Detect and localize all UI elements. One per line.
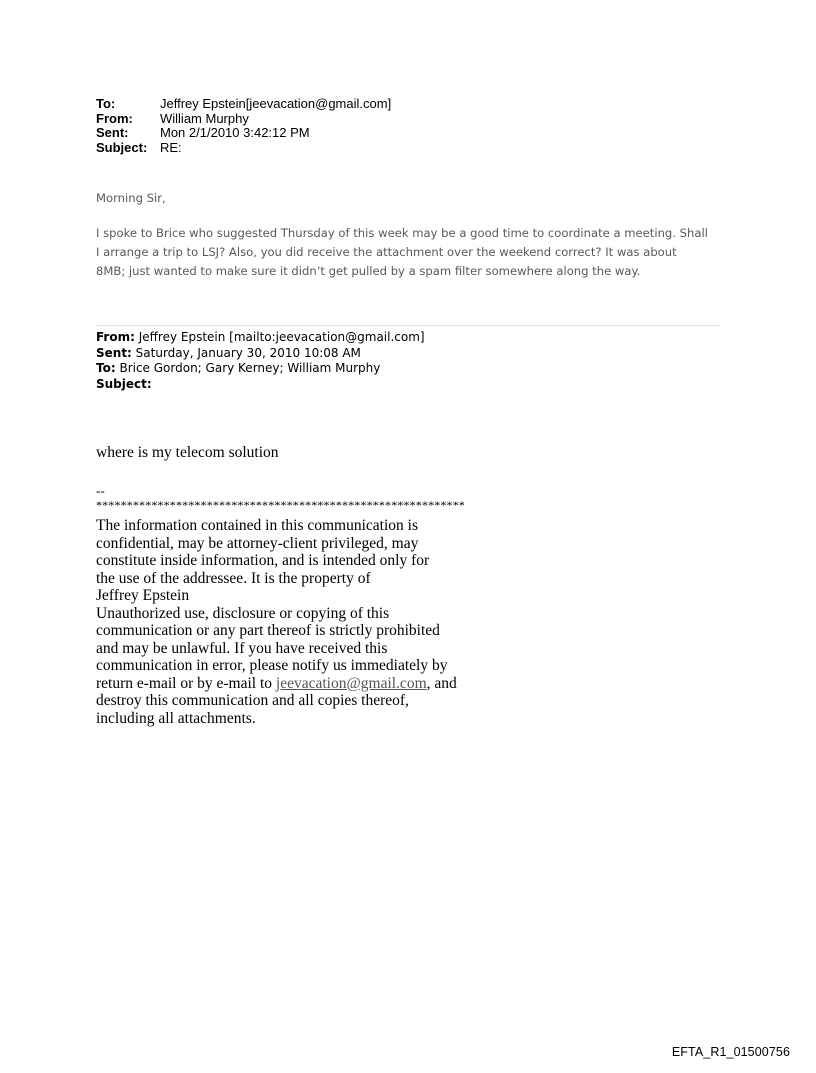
header-subject-row <box>96 141 391 156</box>
disclaimer-line: Unauthorized use, disclosure or copying of this <box>96 604 390 622</box>
header-from-row <box>96 112 391 127</box>
disclaimer-line: The information contained in this communication is <box>96 517 418 534</box>
sent-value: Mon 2/1/2010 3:42:12 PM <box>160 125 310 140</box>
email-header <box>96 97 391 155</box>
disclaimer-line: and may be unlawful. If you have received this <box>96 639 388 657</box>
original-to-label: To: <box>96 361 116 375</box>
original-sent-row <box>96 346 425 362</box>
original-sent-label: Sent: <box>96 345 132 360</box>
original-from-value: Jeffrey Epstein [mailto:jeevacation@gmail.com] <box>134 330 425 344</box>
original-to-row <box>96 361 425 377</box>
to-value: Jeffrey Epstein[jeevacation@gmail.com] <box>160 96 392 111</box>
disclaimer-line: confidential, may be attorney-client privileged, may <box>96 534 419 552</box>
disclaimer-line: destroy this communication and all copies thereof, <box>96 692 409 709</box>
subject-label: Subject: <box>96 139 148 155</box>
return-prefix: return e-mail or by e-mail to <box>96 674 276 692</box>
original-from-label: From: <box>96 330 135 344</box>
reply-line: I arrange a trip to LSJ? Also, you did receive the attachment over the weekend correct? It was about <box>96 245 677 259</box>
reply-line: I spoke to Brice who suggested Thursday of this week may be a good time to coordinate a meeting. Shall <box>96 226 708 240</box>
disclaimer-line: communication or any part thereof is strictly prohibited <box>96 622 440 639</box>
reply-body <box>96 224 736 281</box>
quote-divider <box>96 325 721 326</box>
header-to-row <box>96 97 391 112</box>
original-message-header <box>96 330 425 392</box>
header-sent-row <box>96 126 391 141</box>
reply-line: 8MB; just wanted to make sure it didn’t get pulled by a spam filter somewhere along the way. <box>96 264 641 278</box>
disclaimer-line: including all attachments. <box>96 709 256 727</box>
from-value: William Murphy <box>160 110 249 126</box>
return-suffix: , and <box>426 674 457 692</box>
subject-value: RE: <box>160 139 182 155</box>
reply-greeting: Morning Sir, <box>96 191 166 205</box>
from-label: From: <box>96 110 133 126</box>
disclaimer-line: Jeffrey Epstein <box>96 587 190 604</box>
disclaimer-line: constitute inside information, and is intended only for <box>96 552 430 569</box>
to-label: To: <box>96 96 116 111</box>
disclaimer-line-with-link <box>96 675 457 693</box>
original-subject-row <box>96 377 425 393</box>
sent-label: Sent: <box>96 125 129 140</box>
original-subject-label: Subject: <box>96 376 152 391</box>
disclaimer-line: communication in error, please notify us immediately by <box>96 657 448 674</box>
original-to-value: Brice Gordon; Gary Kerney; William Murphy <box>115 361 381 375</box>
confidentiality-disclaimer <box>96 517 457 727</box>
original-sent-value: Saturday, January 30, 2010 10:08 AM <box>131 345 361 360</box>
disclaimer-line: the use of the addressee. It is the property of <box>96 569 371 587</box>
signature-stars: ************************************************************ <box>96 498 465 512</box>
original-message-text: where is my telecom solution <box>96 444 279 461</box>
original-from-row <box>96 330 425 346</box>
email-link[interactable]: jeevacation@gmail.com <box>275 674 427 692</box>
signature-dash: -- <box>96 483 105 498</box>
document-id: EFTA_R1_01500756 <box>671 1045 790 1059</box>
